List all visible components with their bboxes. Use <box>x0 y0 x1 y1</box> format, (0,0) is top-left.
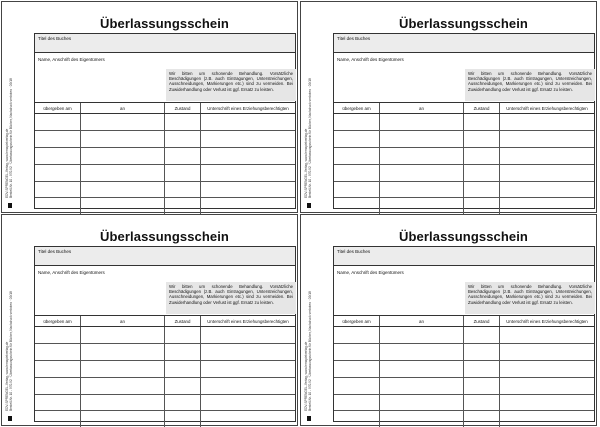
side-imprint-line: EDV-SPRENGEL-Verlag, www.lernspielverlag.de <box>5 341 9 411</box>
owner-field-label: Name, Anschrift des Eigentümers <box>337 270 404 275</box>
column-to: an <box>380 316 464 326</box>
table-row <box>334 378 594 395</box>
table-row <box>35 165 295 182</box>
form-box <box>333 246 595 422</box>
table-row <box>35 327 295 344</box>
column-condition: Zustand <box>165 103 201 113</box>
form-panel-bottom-right <box>300 214 597 426</box>
publisher-mark <box>8 203 12 208</box>
column-handed-over: übergeben am <box>35 316 81 326</box>
book-title-field: Titel des Buches <box>35 34 295 53</box>
table-row <box>334 411 594 427</box>
side-imprint-line: EDV-SPRENGEL-Verlag, www.lernspielverlag.de <box>5 128 9 198</box>
column-signature: Unterschrift eines Erziehungsberechtigten <box>207 318 289 324</box>
publisher-mark <box>307 203 311 208</box>
table-row <box>334 131 594 148</box>
form-box <box>34 246 296 422</box>
owner-field-label: Name, Anschrift des Eigentümers <box>38 57 105 62</box>
table-row <box>35 344 295 361</box>
table-header <box>35 316 295 327</box>
table-row <box>334 361 594 378</box>
table-row <box>35 361 295 378</box>
table-row <box>35 148 295 165</box>
column-handed-over: übergeben am <box>334 316 380 326</box>
book-title-field: Titel des Buches <box>35 247 295 266</box>
column-to: an <box>81 316 165 326</box>
book-title-field: Titel des Buches <box>334 247 594 266</box>
table-row <box>334 182 594 199</box>
table-header <box>35 103 295 114</box>
table-row <box>334 114 594 131</box>
form-panel-bottom-left <box>1 214 298 426</box>
table-row <box>35 378 295 395</box>
table-row <box>334 344 594 361</box>
form-box <box>34 33 296 209</box>
side-imprint <box>4 20 32 210</box>
owner-field <box>35 53 295 103</box>
care-notice: Wir bitten um schonende Behandlung. Vorsätzliche Beschädigungen (z.B. auch Eintragungen, Unterstreichungen, Ausschneidungen, Markierungen etc.) sind zu vermeiden. Bei Zuwiderhandlung oder Verlust ist ggf. Ersatz zu leisten. <box>465 282 595 314</box>
side-imprint <box>303 233 331 423</box>
side-imprint-line: Bestell-Nr. 10 - 970.92 · Überlassungsschein für Bücher, Nachdruck verboten · 09/18 <box>9 291 14 411</box>
side-imprint <box>4 233 32 423</box>
table-row <box>334 198 594 214</box>
side-imprint-line: Bestell-Nr. 10 - 970.92 · Überlassungsschein für Bücher, Nachdruck verboten · 09/18 <box>9 78 14 198</box>
table-header <box>334 103 594 114</box>
owner-field-label: Name, Anschrift des Eigentümers <box>38 270 105 275</box>
table-row <box>334 395 594 412</box>
table-row <box>334 148 594 165</box>
owner-field <box>334 53 594 103</box>
column-to: an <box>81 103 165 113</box>
column-signature: Unterschrift eines Erziehungsberechtigten <box>506 105 588 111</box>
owner-field-label: Name, Anschrift des Eigentümers <box>337 57 404 62</box>
table-row <box>35 411 295 427</box>
column-signature: Unterschrift eines Erziehungsberechtigten <box>506 318 588 324</box>
form-panel-top-left <box>1 1 298 213</box>
table-row <box>334 327 594 344</box>
column-handed-over: übergeben am <box>334 103 380 113</box>
table-row <box>35 198 295 214</box>
table-row <box>35 131 295 148</box>
table-row <box>35 395 295 412</box>
form-title: Überlassungsschein <box>399 229 528 244</box>
side-imprint-line: Bestell-Nr. 10 - 970.92 · Überlassungsschein für Bücher, Nachdruck verboten · 09/18 <box>308 78 313 198</box>
column-condition: Zustand <box>464 316 500 326</box>
owner-field <box>334 266 594 316</box>
table-header <box>334 316 594 327</box>
form-panel-top-right <box>300 1 597 213</box>
side-imprint-line: Bestell-Nr. 10 - 970.92 · Überlassungsschein für Bücher, Nachdruck verboten · 09/18 <box>308 291 313 411</box>
form-title: Überlassungsschein <box>100 229 229 244</box>
publisher-mark <box>8 416 12 421</box>
table-row <box>35 182 295 199</box>
publisher-mark <box>307 416 311 421</box>
book-title-field: Titel des Buches <box>334 34 594 53</box>
column-signature: Unterschrift eines Erziehungsberechtigten <box>207 105 289 111</box>
table-row <box>35 114 295 131</box>
column-handed-over: übergeben am <box>35 103 81 113</box>
column-condition: Zustand <box>464 103 500 113</box>
form-title: Überlassungsschein <box>100 16 229 31</box>
column-condition: Zustand <box>165 316 201 326</box>
form-box <box>333 33 595 209</box>
side-imprint-line: EDV-SPRENGEL-Verlag, www.lernspielverlag.de <box>304 128 308 198</box>
owner-field <box>35 266 295 316</box>
column-to: an <box>380 103 464 113</box>
form-title: Überlassungsschein <box>399 16 528 31</box>
care-notice: Wir bitten um schonende Behandlung. Vorsätzliche Beschädigungen (z.B. auch Eintragungen, Unterstreichungen, Ausschneidungen, Markierungen etc.) sind zu vermeiden. Bei Zuwiderhandlung oder Verlust ist ggf. Ersatz zu leisten. <box>166 282 296 314</box>
care-notice: Wir bitten um schonende Behandlung. Vorsätzliche Beschädigungen (z.B. auch Eintragungen, Unterstreichungen, Ausschneidungen, Markierungen etc.) sind zu vermeiden. Bei Zuwiderhandlung oder Verlust ist ggf. Ersatz zu leisten. <box>465 69 595 101</box>
care-notice: Wir bitten um schonende Behandlung. Vorsätzliche Beschädigungen (z.B. auch Eintragungen, Unterstreichungen, Ausschneidungen, Markierungen etc.) sind zu vermeiden. Bei Zuwiderhandlung oder Verlust ist ggf. Ersatz zu leisten. <box>166 69 296 101</box>
table-row <box>334 165 594 182</box>
side-imprint-line: EDV-SPRENGEL-Verlag, www.lernspielverlag.de <box>304 341 308 411</box>
side-imprint <box>303 20 331 210</box>
